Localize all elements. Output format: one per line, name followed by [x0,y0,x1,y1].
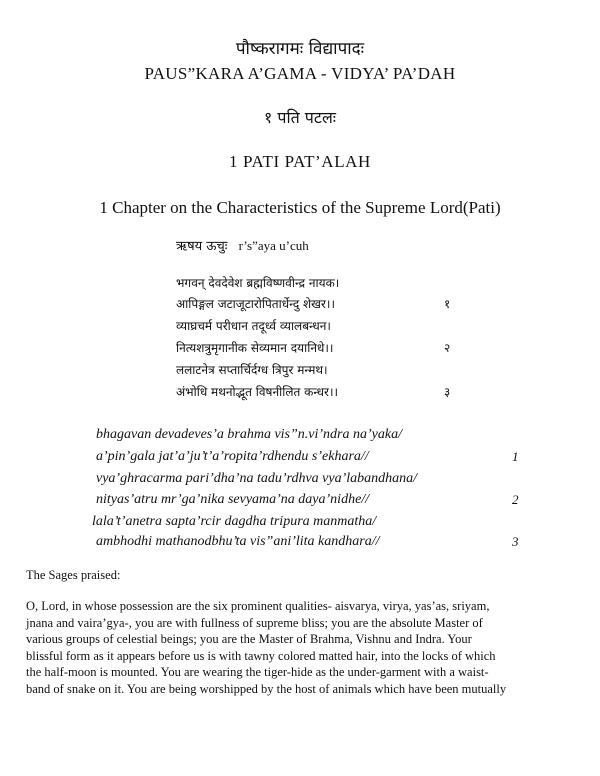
devanagari-verse-line: आपिङ्गल जटाजूटारोपितार्धेन्दु शेखर।। [176,297,335,311]
sages-praised-label: The Sages praised: [26,568,121,582]
chapter-heading-devanagari: १ पति पटलः [263,108,337,127]
devanagari-verse-line: ललाटनेत्र सप्तार्चिर्दग्ध त्रिपुर मन्मथ। [176,363,328,377]
paragraph-line: jnana and vaira’gya-, you are with fullness of supreme bliss; you are the absolute Master of [26,615,483,630]
title-devanagari: पौष्करागमः विद्यापादः [235,39,365,59]
devanagari-verse-line: भगवन् देवदेवेश ब्रह्मविष्णवीन्द्र नायक। [176,276,340,290]
paragraph-line: blissful form as it appears before us is with tawny colored matted hair, into the locks of which [26,648,496,663]
verse-end-mark: / [372,514,377,529]
verse-end-mark: / [413,471,418,486]
chapter-heading-roman: 1 PATI PAT’ALAH [229,152,371,171]
roman-verse-number: 3 [512,534,519,549]
roman-verse-text: vya’ghracarma pari’dha’na tadu’rdhva vya’labandhana [96,471,414,486]
devanagari-verse-number: २ [444,341,451,355]
verse-end-mark: // [371,534,380,549]
devanagari-verse-line: नित्यशत्रुमृगानीक सेव्यमान दयानिधे।। [176,341,334,355]
title-roman: PAUS”KARA A’GAMA - VIDYA’ PA’DAH [144,64,456,83]
roman-verse-text: lala’t’anetra sapta’rcir dagdha tripura manmatha [92,514,373,529]
roman-verse-line [96,449,369,465]
devanagari-verse-line: व्याघ्रचर्म परीधान तदूर्ध्व व्यालबन्धन। [176,319,331,333]
rishaya-roman: r’s”aya u’cuh [238,238,309,253]
roman-verse-text: a’pin’gala jat’a’ju’t’a’ropita’rdhendu s’ekhara [96,449,361,464]
translation-paragraph [26,598,586,698]
roman-verse-text: ambhodhi mathanodbhu’ta vis”ani’lita kandhara [96,534,372,549]
roman-verse-number: 2 [512,492,519,507]
roman-verse-number: 1 [512,449,519,464]
roman-verse-text: nityas’atru mr’ga’nika sevyama’na daya’nidhe [96,492,362,507]
verse-end-mark: // [361,492,370,507]
paragraph-line: band of snake on it. You are being worshipped by the host of animals which have been mutually [26,681,507,696]
paragraph-line: O, Lord, in whose possession are the six prominent qualities- aisvarya, virya, yas’as, sriyam, [26,599,490,613]
roman-verse-line [96,471,417,487]
chapter-heading-english: 1 Chapter on the Characteristics of the Supreme Lord(Pati) [99,198,501,217]
roman-verse-text: bhagavan devadeves’a brahma vis”n.vi’ndra na’yaka [96,427,399,442]
roman-verse-line [96,534,380,550]
roman-verse-line [96,492,369,508]
rishaya-devanagari: ऋषय ऊचुः [176,239,228,254]
rishaya-line [176,236,309,254]
devanagari-verse-number: १ [444,297,451,311]
paragraph-line: various groups of celestial beings; you are the Master of Brahma, Vishnu and Indra. Your [26,632,472,647]
devanagari-verse-line: अंभोधि मथनोद्भूत विषनीलित कन्धर।। [176,385,339,399]
roman-verse-line [92,514,376,530]
paragraph-line: the half-moon is mounted. You are wearing the tiger-hide as the under-garment with a waist- [26,665,489,680]
devanagari-verse-number: ३ [444,385,451,399]
verse-end-mark: // [360,449,369,464]
roman-verse-line [96,427,402,443]
verse-end-mark: / [398,427,402,442]
